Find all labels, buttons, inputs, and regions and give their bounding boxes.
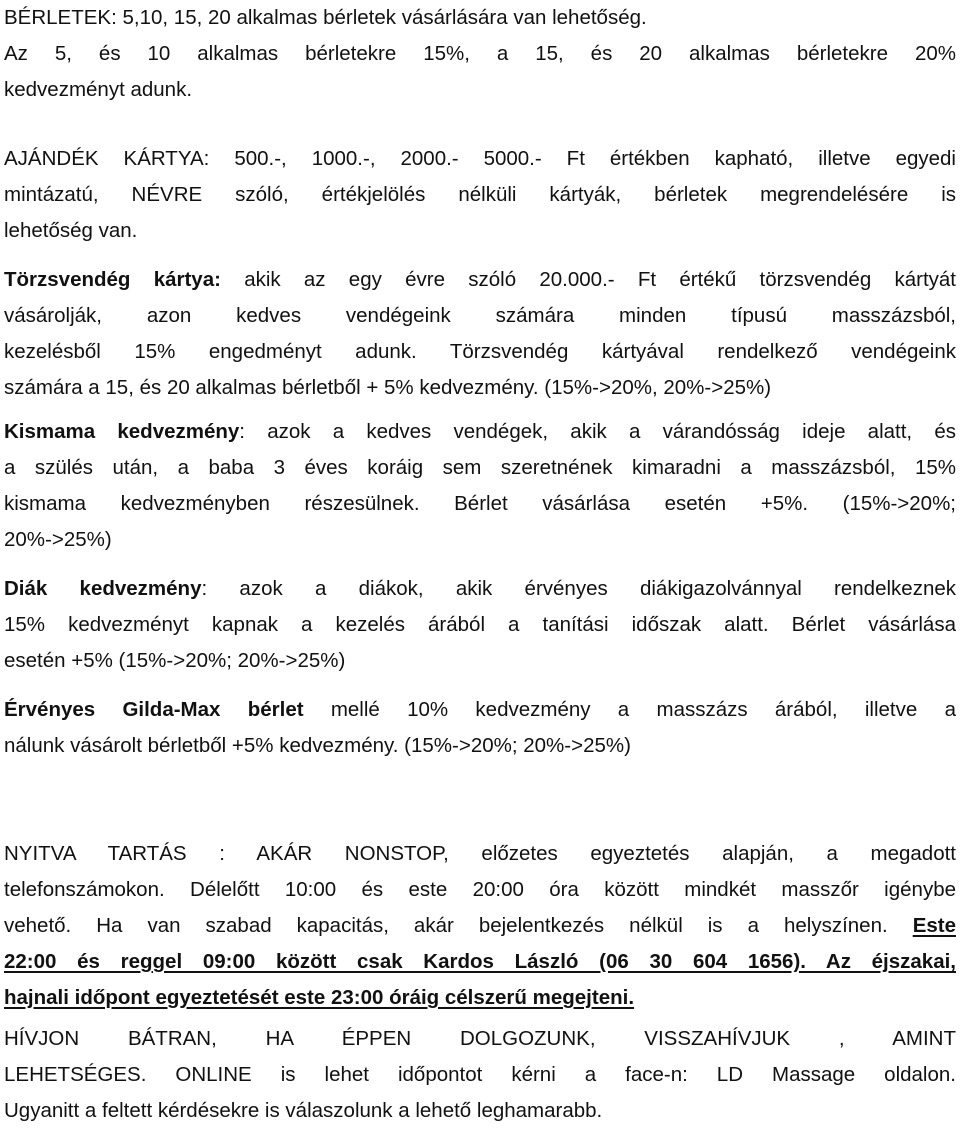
torzsvendeg-text: akik az egy évre szóló 20.000.- Ft értékű törzsvendég kártyát [220,268,956,291]
night-notice-line: 22:00 és reggel 09:00 között csak Kardos László (06 30 604 1656). Az éjszakai, [4,950,956,973]
ajandek-kartya-text: : 500.-, 1000.-, 2000.- 5000.- Ft értékben kapható, illetve egyedi [203,147,956,170]
hivjon-line: LEHETSÉGES. ONLINE is lehet időpontot kérni a face-n: LD Massage oldalon. [4,1063,956,1086]
nyitva-tartas-line: telefonszámokon. Délelőtt 10:00 és este 20:00 óra között mindkét masszőr igénybe [4,878,956,901]
berletek-label: BÉRLETEK [4,6,112,29]
nyitva-tartas-line: NYITVA TARTÁS : AKÁR NONSTOP, előzetes egyeztetés alapján, a megadott [4,842,956,865]
kismama-text: : azok a kedves vendégek, akik a várandósság ideje alatt, és [239,420,956,443]
ajandek-kartya-paragraph [4,141,956,249]
gilda-max-label: Érvényes Gilda-Max bérlet [4,698,304,721]
night-notice-line: hajnali időpont egyeztetését este 23:00 óráig célszerű megejteni. [4,986,635,1009]
berletek-paragraph [4,0,956,108]
nyitva-tartas-paragraph [4,836,956,1016]
kismama-label: Kismama kedvezmény [4,420,240,443]
gilda-max-text: mellé 10% kedvezmény a masszázs árából, illetve a [303,698,956,721]
diak-line: esetén +5% (15%->20%; 20%->25%) [4,649,346,672]
hivjon-line: HÍVJON BÁTRAN, HA ÉPPEN DOLGOZUNK, VISSZAHÍVJUK , AMINT [4,1027,956,1050]
kismama-paragraph [4,414,956,558]
diak-paragraph [4,571,956,679]
diak-line: 15% kedvezményt kapnak a kezelés árából a tanítási időszak alatt. Bérlet vásárlása [4,613,956,636]
ajandek-kartya-line: mintázatú, NÉVRE szóló, értékjelölés nélküli kártyák, bérletek megrendelésére is [4,183,956,206]
torzsvendeg-paragraph [4,262,956,406]
berletek-line: Az 5, és 10 alkalmas bérletekre 15%, a 15, és 20 alkalmas bérletekre 20% [4,42,956,65]
torzsvendeg-line: számára a 15, és 20 alkalmas bérletből + 5% kedvezmény. (15%->20%, 20%->25%) [4,376,772,399]
kismama-line: kismama kedvezményben részesülnek. Bérlet vásárlása esetén +5%. (15%->20%; [4,492,956,515]
torzsvendeg-line: kezelésből 15% engedményt adunk. Törzsvendég kártyával rendelkező vendégeink [4,340,956,363]
torzsvendeg-line: vásárolják, azon kedves vendégeink számára minden típusú masszázsból, [4,304,956,327]
nyitva-tartas-text: vehető. Ha van szabad kapacitás, akár bejelentkezés nélkül is a helyszínen. [4,914,913,937]
berletek-text: : 5,10, 15, 20 alkalmas bérletek vásárlására van lehetőség. [111,6,647,29]
hivjon-paragraph [4,1021,956,1129]
berletek-line: kedvezményt adunk. [4,78,193,101]
gilda-max-line: nálunk vásárolt bérletből +5% kedvezmény. (15%->20%; 20%->25%) [4,734,631,757]
diak-label: Diák kedvezmény [4,577,202,600]
night-notice-start: Este [912,914,956,937]
torzsvendeg-label: Törzsvendég kártya: [4,268,221,291]
kismama-line: 20%->25%) [4,528,112,551]
diak-text: : azok a diákok, akik érvényes diákigazolvánnyal rendelkeznek [201,577,956,600]
gilda-max-paragraph [4,692,956,764]
ajandek-kartya-line: lehetőség van. [4,219,138,242]
ajandek-kartya-label: AJÁNDÉK KÁRTYA [4,147,204,170]
hivjon-line: Ugyanitt a feltett kérdésekre is válaszolunk a lehető leghamarabb. [4,1099,603,1122]
kismama-line: a szülés után, a baba 3 éves koráig sem szeretnének kimaradni a masszázsból, 15% [4,456,956,479]
